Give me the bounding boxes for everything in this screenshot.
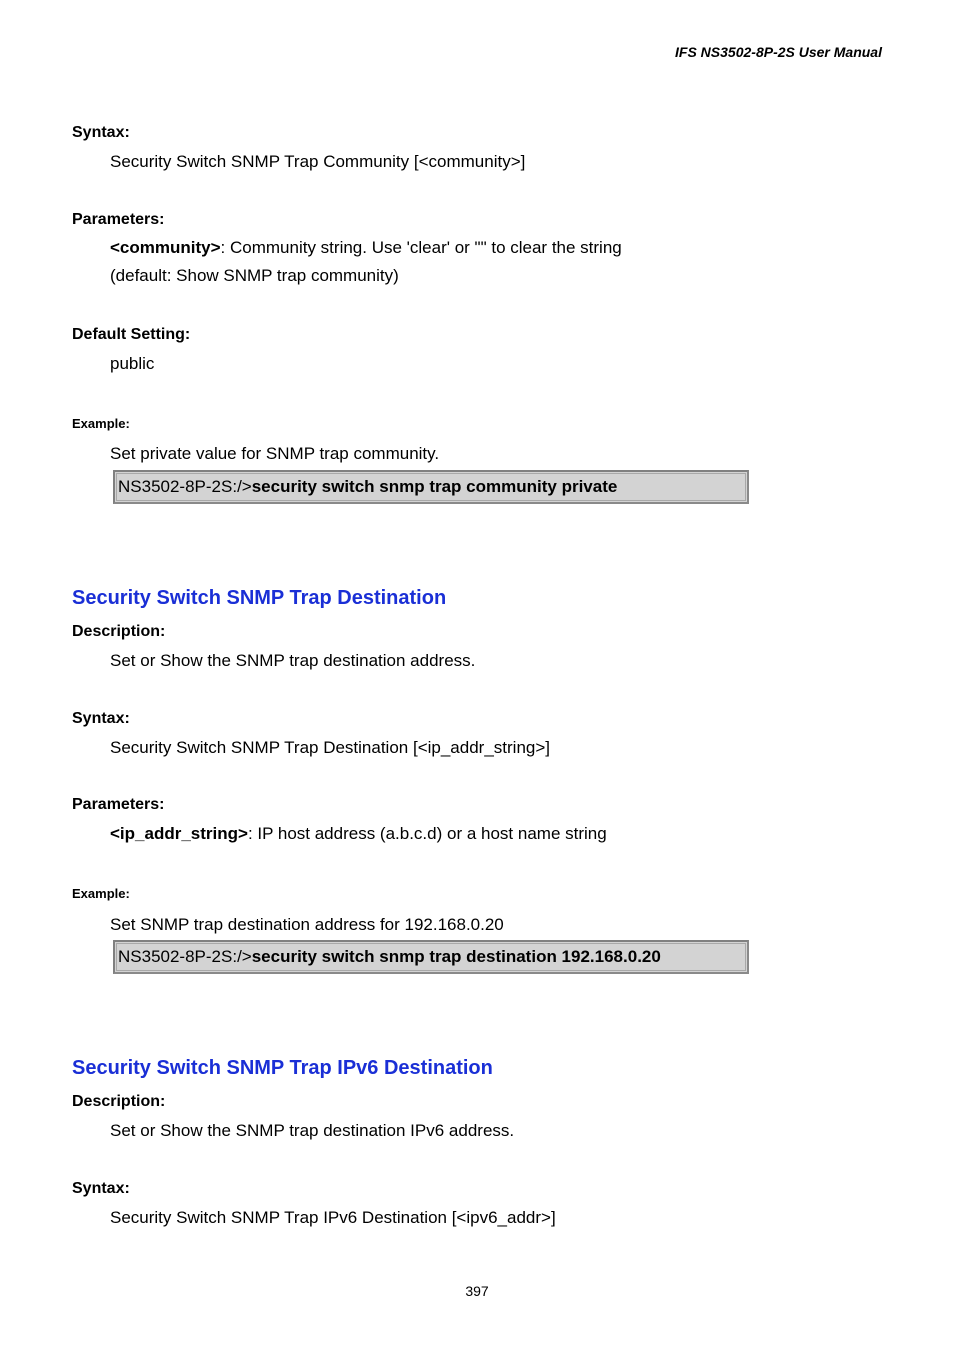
syntax-text: Security Switch SNMP Trap Destination [<ip_addr_string>] (110, 738, 551, 757)
parameter-name: <community> (110, 238, 221, 257)
example-description: Set SNMP trap destination address for 192.168.0.20 (110, 915, 504, 934)
parameter-name: <ip_addr_string> (110, 824, 248, 843)
default-setting-label: Default Setting: (72, 326, 191, 343)
syntax-text: Security Switch SNMP Trap Community [<community>] (110, 152, 526, 171)
default-setting-value: public (110, 354, 155, 373)
description-text: Set or Show the SNMP trap destination IPv6 address. (110, 1121, 515, 1140)
syntax-label: Syntax: (72, 124, 130, 141)
description-text: Set or Show the SNMP trap destination address. (110, 651, 476, 670)
manual-header-title: IFS NS3502-8P-2S User Manual (675, 44, 882, 60)
parameters-label: Parameters: (72, 211, 165, 228)
command-example-box (113, 470, 749, 504)
parameter-line (110, 238, 622, 258)
command-text: security switch snmp trap destination 192.168.0.20 (251, 947, 661, 966)
description-label: Description: (72, 1093, 166, 1110)
syntax-text: Security Switch SNMP Trap IPv6 Destination [<ipv6_addr>] (110, 1208, 556, 1227)
example-label: Example: (72, 416, 130, 431)
parameter-description: : Community string. Use 'clear' or "" to clear the string (220, 238, 622, 257)
parameters-label: Parameters: (72, 796, 165, 813)
description-label: Description: (72, 623, 166, 640)
parameter-description: : IP host address (a.b.c.d) or a host name string (247, 824, 607, 843)
section-heading: Security Switch SNMP Trap IPv6 Destination (72, 1057, 493, 1079)
section-heading: Security Switch SNMP Trap Destination (72, 587, 447, 609)
parameter-line (110, 824, 607, 844)
command-prompt: NS3502-8P-2S:/> (118, 947, 252, 966)
example-description: Set private value for SNMP trap community. (110, 444, 440, 463)
syntax-label: Syntax: (72, 710, 130, 727)
command-example-box (113, 940, 749, 974)
page-number: 397 (465, 1283, 489, 1299)
example-label: Example: (72, 886, 130, 901)
command-text: security switch snmp trap community private (251, 477, 618, 496)
syntax-label: Syntax: (72, 1180, 130, 1197)
parameter-default: (default: Show SNMP trap community) (110, 266, 399, 285)
command-prompt: NS3502-8P-2S:/> (118, 477, 252, 496)
